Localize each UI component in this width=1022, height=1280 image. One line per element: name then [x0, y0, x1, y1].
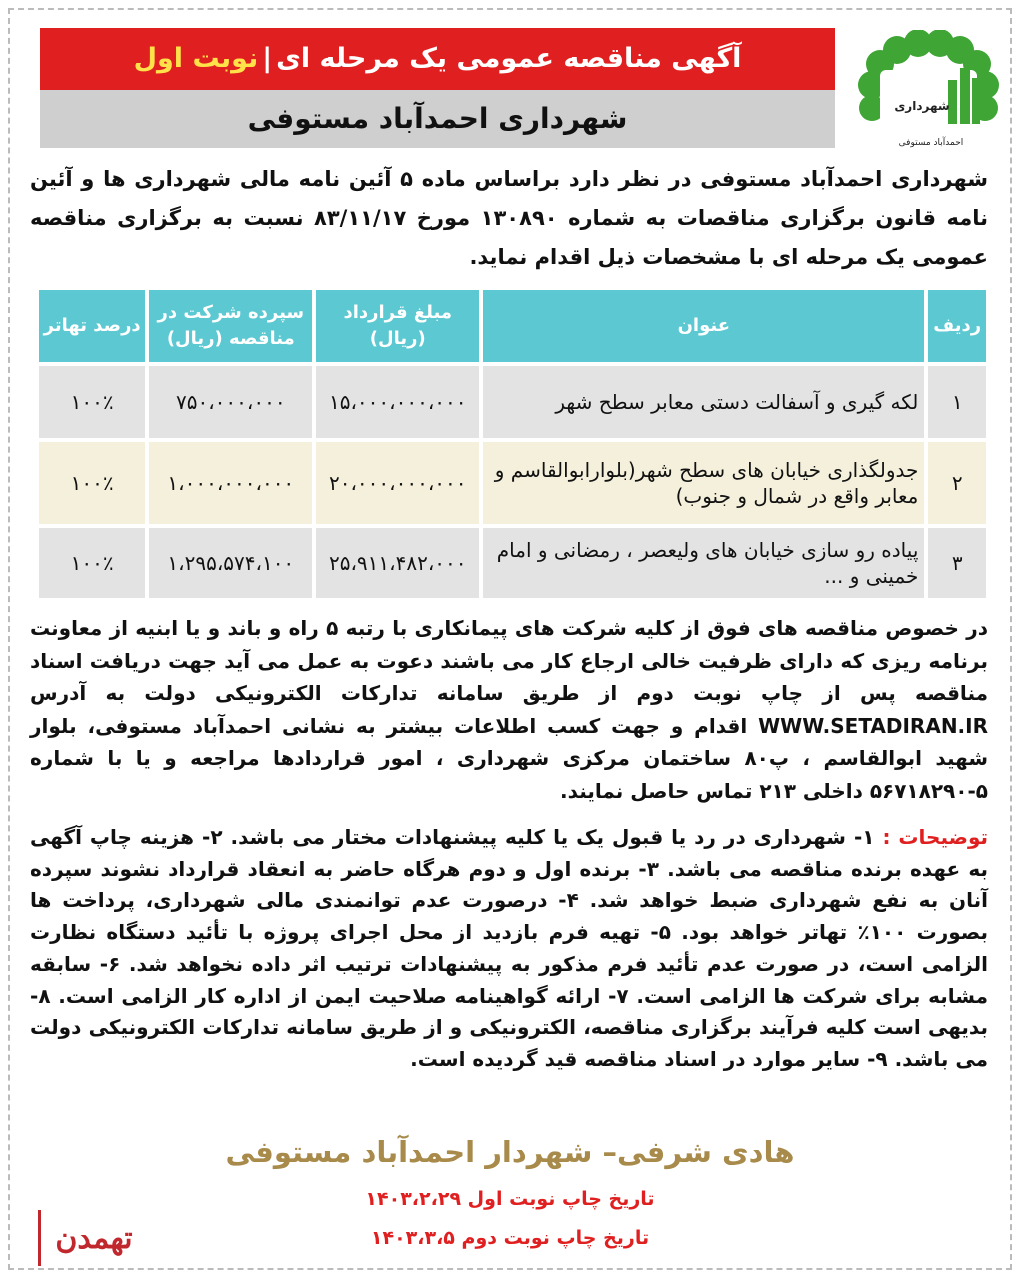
row-title: جدولگذاری خیابان های سطح شهر(بلوارابوالقاسم و معابر واقع در شمال و جنوب): [481, 440, 926, 526]
row-percent: ۱۰۰٪: [37, 440, 147, 526]
second-print-date: تاریخ چاپ نوبت دوم ۱۴۰۳،۳،۵: [370, 1227, 650, 1249]
row-amount: ۲۰،۰۰۰،۰۰۰،۰۰۰: [314, 440, 481, 526]
row-deposit: ۱،۲۹۵،۵۷۴،۱۰۰: [147, 526, 314, 600]
signature: هادی شرفی– شهردار احمدآباد مستوفی: [225, 1135, 795, 1169]
header: [40, 28, 835, 148]
intro-paragraph: شهرداری احمدآباد مستوفی در نظر دارد براساس ماده ۵ آئین نامه مالی شهرداری ها و آئین نامه قانون برگزاری مناقصات به شماره ۱۳۰۸۹۰ مورخ ۸۳/۱۱/۱۷ نسبت به برگزاری مناقصه عمومی یک مرحله ای با مشخصات ذیل اقدام نماید.: [30, 167, 989, 269]
header-amount: مبلغ قرارداد (ریال): [314, 288, 481, 364]
tender-table: [35, 286, 990, 602]
row-amount: ۱۵،۰۰۰،۰۰۰،۰۰۰: [314, 364, 481, 440]
table-header-row: [37, 288, 988, 364]
first-print-date: تاریخ چاپ نوبت اول ۱۴۰۳،۲،۲۹: [365, 1188, 655, 1210]
row-title: پیاده رو سازی خیابان های ولیعصر ، رمضانی و امام خمینی و ...: [481, 526, 926, 600]
notes-text: ۱- شهرداری در رد یا قبول یک یا کلیه پیشنهادات مختار می باشد. ۲- هزینه چاپ آگهی به عهده برنده مناقصه می باشد. ۳- برنده اول و دوم هرگاه حاضر به انعقاد قرارداد نشوند سپرده آنان به نفع شهرداری ضبط خواهد شد. ۴- درصورت عدم توانمندی مالی شهرداری، پرداخت ها بصورت ۱۰۰٪ تهاتر خواهد بود. ۵- تهیه فرم بازدید از محل اجرای پروژه با تأئید دستگاه نظارت الزامی است، در صورت عدم تأئید فرم مذکور به پیشنهادات ترتیب اثر داده نخواهد شد. ۶- سابقه مشابه برای شرکت ها الزامی است. ۷- ارائه گواهینامه صلاحیت ایمن از اداره کار الزامی است. ۸- بدیهی است کلیه فرآیند برگزاری مناقصه، الکترونیکی و از طریق سامانه تدارکات الکترونیکی دولت می باشد. ۹- سایر موارد در اسناد مناقصه قید گردیده است.: [30, 825, 988, 1071]
logo-subtext: احمدآباد مستوفی: [898, 138, 964, 148]
row-percent: ۱۰۰٪: [37, 526, 147, 600]
banner-title: آگهی مناقصه عمومی یک مرحله ای: [276, 43, 742, 74]
notes-paragraph: [30, 822, 988, 1076]
row-percent: ۱۰۰٪: [37, 364, 147, 440]
logo-text: شهرداری: [894, 99, 950, 113]
invitation-paragraph: در خصوص مناقصه های فوق از کلیه شرکت های پیمانکاری با رتبه ۵ راه و باند و یا ابنیه از معاونت برنامه ریزی که دارای ظرفیت خالی ارجاع کار می باشند دعوت به عمل می آید جهت دریافت اسناد مناقصه پس از چاپ نوبت دوم از طریق سامانه تدارکات الکترونیکی دولت به آدرس WWW.SETADIRAN.IR اقدام و جهت کسب اطلاعات بیشتر به نشانی احمدآباد مستوفی، بلوار شهید ابوالقاسم ، پ۸۰ ساختمان مرکزی شهرداری ، امور قراردادها مراجعه و یا با شماره ۵-۵۶۷۱۸۲۹۰ داخلی ۲۱۳ تماس حاصل نمایند.: [30, 616, 989, 803]
row-number: ۳: [926, 526, 988, 600]
banner-turn: نوبت اول: [133, 43, 259, 74]
row-number: ۱: [926, 364, 988, 440]
municipality-logo: [842, 30, 1014, 152]
table-row: [37, 440, 988, 526]
notes-label: توضیحات :: [882, 825, 988, 849]
header-title: عنوان: [481, 288, 926, 364]
row-deposit: ۱،۰۰۰،۰۰۰،۰۰۰: [147, 440, 314, 526]
header-percent: درصد تهاتر: [37, 288, 147, 364]
row-deposit: ۷۵۰،۰۰۰،۰۰۰: [147, 364, 314, 440]
tender-banner: [40, 28, 835, 90]
newspaper-logo-text: تهمدن: [55, 1221, 133, 1256]
banner-separator: |: [262, 43, 273, 74]
row-title: لکه گیری و آسفالت دستی معابر سطح شهر: [481, 364, 926, 440]
header-row-number: ردیف: [926, 288, 988, 364]
organization-title: شهرداری احمدآباد مستوفی: [40, 90, 835, 148]
row-amount: ۲۵،۹۱۱،۴۸۲،۰۰۰: [314, 526, 481, 600]
table-row: [37, 526, 988, 600]
header-deposit: سپرده شرکت در مناقصه (ریال): [147, 288, 314, 364]
row-number: ۲: [926, 440, 988, 526]
table-row: [37, 364, 988, 440]
newspaper-logo: [38, 1200, 142, 1270]
